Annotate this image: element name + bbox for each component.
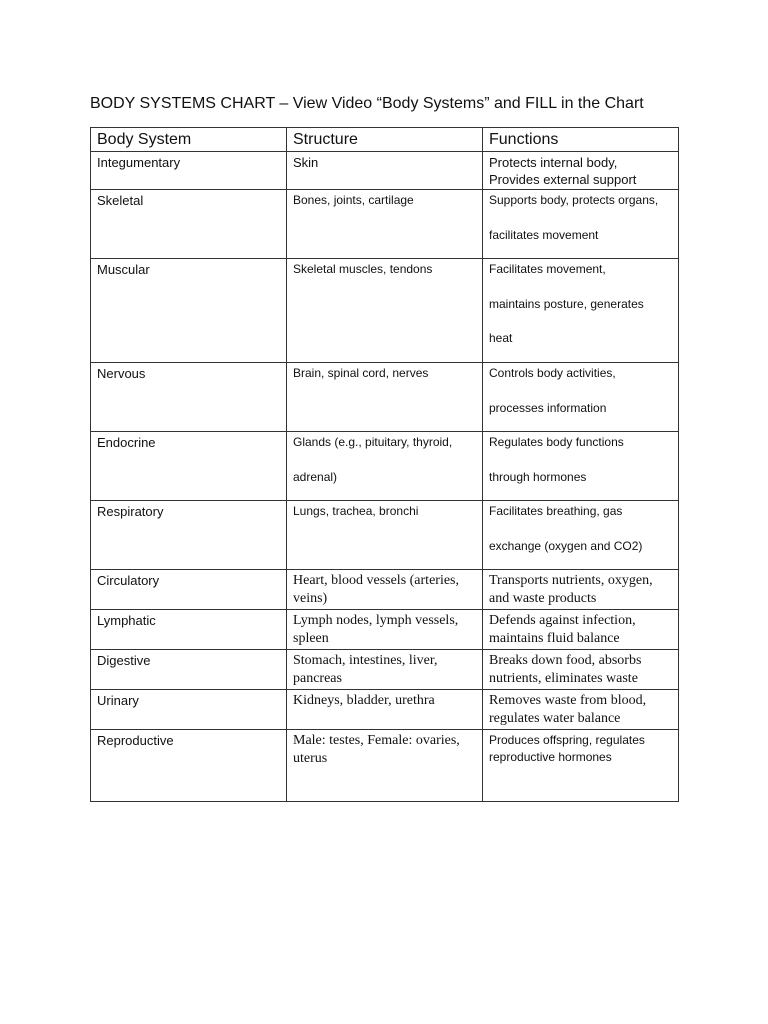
structure-line: Lymph nodes, lymph vessels,	[293, 613, 459, 628]
structure-cell	[287, 570, 483, 610]
table-header-row	[91, 128, 679, 152]
structure-cell: Skeletal muscles, tendons	[287, 259, 483, 363]
functions-line: Defends against infection,	[489, 613, 636, 628]
structure-line: veins)	[293, 591, 328, 606]
functions-cell	[483, 730, 679, 802]
functions-line: Breaks down food, absorbs	[489, 653, 642, 668]
functions-line: Controls body activities,	[489, 366, 616, 380]
functions-text	[489, 494, 672, 563]
structure-cell: Skin	[287, 152, 483, 190]
structure-line: spleen	[293, 631, 329, 646]
functions-text	[489, 252, 672, 356]
body-systems-table	[90, 127, 679, 802]
functions-text	[489, 356, 672, 425]
table-row	[91, 432, 679, 501]
system-cell: Circulatory	[91, 570, 287, 610]
table-row	[91, 610, 679, 650]
structure-cell	[287, 432, 483, 501]
functions-line: facilitates movement	[489, 227, 599, 242]
system-cell: Muscular	[91, 259, 287, 363]
system-cell: Endocrine	[91, 432, 287, 501]
system-cell: Respiratory	[91, 501, 287, 570]
functions-cell	[483, 363, 679, 432]
table-row	[91, 363, 679, 432]
functions-line: Produces offspring, regulates	[489, 733, 645, 747]
functions-text	[489, 425, 672, 494]
functions-line: regulates water balance	[489, 711, 621, 726]
functions-line: maintains fluid balance	[489, 631, 620, 646]
structure-cell: Lungs, trachea, bronchi	[287, 501, 483, 570]
functions-cell	[483, 690, 679, 730]
system-cell: Integumentary	[91, 152, 287, 190]
table-row	[91, 570, 679, 610]
table-row	[91, 501, 679, 570]
functions-line: exchange (oxygen and CO2)	[489, 538, 643, 553]
structure-cell	[287, 650, 483, 690]
table-row	[91, 190, 679, 259]
functions-line: processes information	[489, 400, 607, 415]
structure-cell: Bones, joints, cartilage	[287, 190, 483, 259]
functions-line: Regulates body functions	[489, 435, 624, 449]
structure-line: Glands (e.g., pituitary, thyroid,	[293, 435, 453, 449]
functions-cell	[483, 501, 679, 570]
system-cell: Urinary	[91, 690, 287, 730]
functions-cell	[483, 259, 679, 363]
system-cell: Nervous	[91, 363, 287, 432]
functions-line: Provides external support	[489, 172, 637, 187]
structure-line: pancreas	[293, 671, 342, 686]
column-header-structure: Structure	[287, 128, 483, 152]
column-header-body-system: Body System	[91, 128, 287, 152]
functions-line: and waste products	[489, 591, 597, 606]
table-row	[91, 650, 679, 690]
system-cell: Reproductive	[91, 730, 287, 802]
functions-line: Supports body, protects organs,	[489, 193, 659, 207]
functions-line: Removes waste from blood,	[489, 693, 647, 708]
functions-line: heat	[489, 331, 513, 345]
structure-cell: Kidneys, bladder, urethra	[287, 690, 483, 730]
structure-line: Male: testes, Female: ovaries,	[293, 733, 460, 748]
functions-cell	[483, 650, 679, 690]
functions-cell	[483, 610, 679, 650]
structure-line: uterus	[293, 751, 328, 766]
functions-text	[489, 183, 672, 252]
table-row	[91, 259, 679, 363]
page-title: BODY SYSTEMS CHART – View Video “Body Systems” and FILL in the Chart	[90, 95, 644, 112]
functions-line: nutrients, eliminates waste	[489, 671, 638, 686]
functions-line: through hormones	[489, 469, 587, 484]
functions-line: Transports nutrients, oxygen,	[489, 573, 653, 588]
functions-line: Facilitates breathing, gas	[489, 504, 623, 518]
column-header-functions: Functions	[483, 128, 679, 152]
table-row	[91, 690, 679, 730]
system-cell: Lymphatic	[91, 610, 287, 650]
structure-line: adrenal)	[293, 469, 338, 484]
structure-line: Stomach, intestines, liver,	[293, 653, 438, 668]
functions-line: Facilitates movement,	[489, 262, 606, 276]
functions-cell	[483, 432, 679, 501]
structure-cell	[287, 730, 483, 802]
structure-text	[293, 425, 476, 494]
structure-line: Heart, blood vessels (arteries,	[293, 573, 459, 588]
system-cell: Skeletal	[91, 190, 287, 259]
structure-cell	[287, 610, 483, 650]
functions-line: maintains posture, generates	[489, 296, 644, 311]
system-cell: Digestive	[91, 650, 287, 690]
table-row	[91, 730, 679, 802]
functions-line: Protects internal body,	[489, 155, 618, 170]
structure-cell: Brain, spinal cord, nerves	[287, 363, 483, 432]
functions-cell	[483, 190, 679, 259]
functions-line: reproductive hormones	[489, 750, 612, 764]
functions-cell	[483, 570, 679, 610]
